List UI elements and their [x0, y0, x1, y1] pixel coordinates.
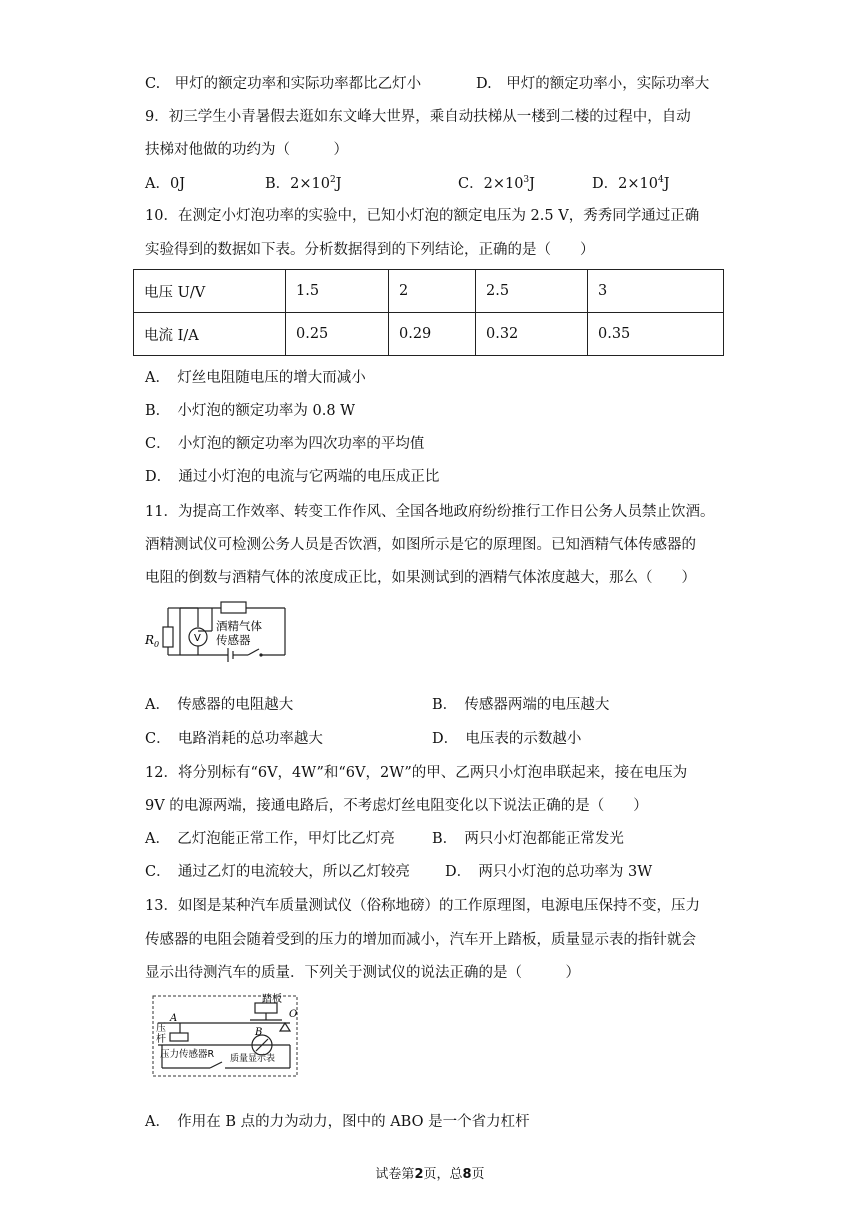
q10-option-b: B． 小灯泡的额定功率为 0.8 W [145, 403, 356, 419]
table-header-current: 电流 I/A [134, 313, 286, 356]
q13-stem-line1: 13．如图是某种汽车质量测试仪（俗称地磅）的工作原理图，电源电压保持不变，压力 [145, 898, 700, 914]
q12-option-d: D． 两只小灯泡的总功率为 3W [445, 864, 653, 880]
table-header-voltage: 电压 U/V [134, 270, 286, 313]
table-cell: 0.29 [389, 313, 476, 356]
table-cell: 2 [389, 270, 476, 313]
pedal-label: 踏板 [262, 994, 282, 1005]
rod-label-2: 杆 [156, 1034, 166, 1045]
q12-option-b: B． 两只小灯泡都能正常发光 [432, 831, 624, 847]
sensor-label-line1: 酒精气体 [216, 619, 262, 633]
q9-option-c: C．$2\times 10^3J$ [458, 175, 535, 192]
q11-stem-line3: 电阻的倒数与酒精气体的浓度成正比，如果测试到的酒精气体浓度越大，那么（ ） [145, 570, 696, 586]
q10-stem-line1: 10．在测定小灯泡功率的实验中，已知小灯泡的额定电压为 2.5 V，秀秀同学通过正确 [145, 208, 700, 224]
table-row-voltage [134, 270, 724, 313]
q12-option-a: A． 乙灯泡能正常工作，甲灯比乙灯亮 [145, 831, 395, 847]
q9-option-d: D．$2\times 10^4J$ [592, 175, 670, 192]
table-cell: 0.35 [588, 313, 724, 356]
q9-stem-line1: 9．初三学生小青暑假去逛如东文峰大世界，乘自动扶梯从一楼到二楼的过程中，自动 [145, 109, 691, 125]
point-o-label: O [289, 1009, 298, 1020]
truck-scale-circuit-diagram [150, 993, 300, 1080]
q11-option-b: B． 传感器两端的电压越大 [432, 697, 610, 713]
q12-stem-line1: 12．将分别标有“6V，4W”和“6V，2W”的甲、乙两只小灯泡串联起来，接在电压为 [145, 765, 688, 781]
rod-label-1: 压 [156, 1023, 166, 1034]
q12-stem-line2: 9V 的电源两端，接通电路后，不考虑灯丝电阻变化以下说法正确的是（ ） [145, 798, 648, 814]
table-row-current [134, 313, 724, 356]
q11-option-c: C． 电路消耗的总功率越大 [145, 731, 323, 747]
q8-option-c: C. 甲灯的额定功率和实际功率都比乙灯小 [145, 76, 422, 92]
q13-option-a: A． 作用在 B 点的力为动力，图中的 ABO 是一个省力杠杆 [145, 1114, 530, 1130]
table-cell: 2.5 [476, 270, 588, 313]
table-cell: 0.25 [286, 313, 389, 356]
q11-stem-line1: 11．为提高工作效率、转变工作作风、全国各地政府纷纷推行工作日公务人员禁止饮酒。 [145, 504, 715, 520]
alcohol-tester-circuit-diagram [140, 597, 300, 669]
table-cell: 3 [588, 270, 724, 313]
q10-option-d: D． 通过小灯泡的电流与它两端的电压成正比 [145, 469, 440, 485]
sensor-label-line2: 传感器 [216, 633, 251, 647]
q9-option-a: A．0J [145, 176, 186, 192]
voltmeter-symbol: V [194, 633, 201, 644]
q10-stem-line2: 实验得到的数据如下表。分析数据得到的下列结论，正确的是（ ） [145, 242, 595, 258]
pressure-sensor-label: 压力传感器R [160, 1049, 215, 1060]
q13-stem-line3: 显示出待测汽车的质量．下列关于测试仪的说法正确的是（ ） [145, 965, 580, 981]
point-a-label: A [170, 1013, 178, 1024]
table-cell: 0.32 [476, 313, 588, 356]
table-cell: 1.5 [286, 270, 389, 313]
q10-option-c: C． 小灯泡的额定功率为四次功率的平均值 [145, 436, 425, 452]
q11-option-a: A． 传感器的电阻越大 [145, 697, 294, 713]
point-b-label: B [255, 1027, 263, 1038]
mass-meter-label: 质量显示表 [230, 1054, 276, 1064]
page-footer: 试卷第2页，总8页 [375, 1167, 485, 1182]
q10-data-table [133, 269, 724, 356]
q12-option-c: C． 通过乙灯的电流较大，所以乙灯较亮 [145, 864, 410, 880]
q9-stem-line2: 扶梯对他做的功约为（ ） [145, 142, 348, 158]
q11-stem-line2: 酒精测试仪可检测公务人员是否饮酒，如图所示是它的原理图。已知酒精气体传感器的 [145, 537, 696, 553]
q8-option-d: D. 甲灯的额定功率小，实际功率大 [476, 76, 710, 92]
q13-stem-line2: 传感器的电阻会随着受到的压力的增加而减小，汽车开上踏板，质量显示表的指针就会 [145, 932, 696, 948]
q11-option-d: D． 电压表的示数越小 [432, 731, 582, 747]
q10-option-a: A． 灯丝电阻随电压的增大而减小 [145, 370, 366, 386]
r0-label: $R_0$ [145, 633, 160, 649]
q9-option-b: B．$2\times 10^2J$ [265, 175, 342, 192]
